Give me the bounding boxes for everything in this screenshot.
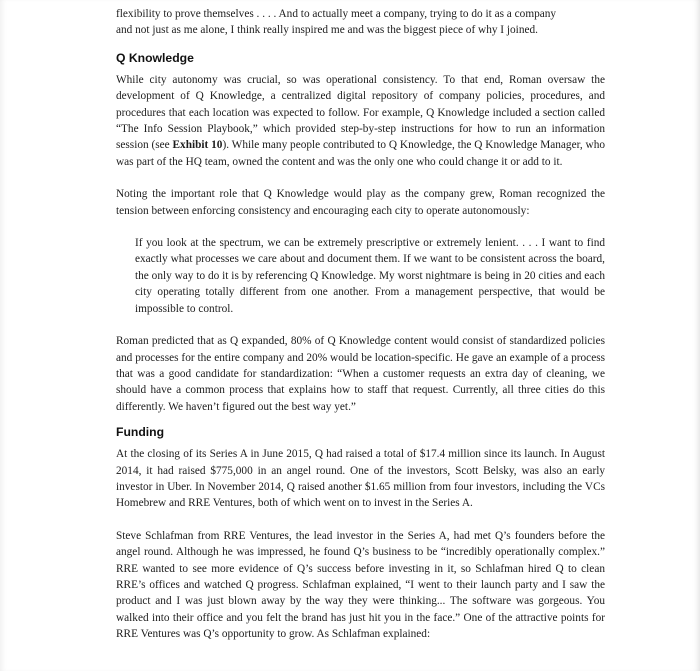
- q-knowledge-paragraph-1-start: While city autonomy was crucial, so was operational consistency. To that end, Roman oversaw the development of Q Knowledge, a centralized digital repository of company policies, procedures, and procedures that each location was expected to follow. For example, Q Knowledge included a section called “The Info Session Playbook,” which provided step-by-step instructions for how to run an information session (see: [116, 73, 605, 152]
- text-column: [116, 6, 605, 643]
- roman-quote: If you look at the spectrum, we can be extremely prescriptive or extremely lenient. . . . I want to find exactly what processes we care about and document them. If we want to be consistent across the board, the only way to do it is by referencing Q Knowledge. My worst nightmare is being in 20 cities and each city operating totally different from one another. From a management perspective, that would be impossible to control.: [135, 237, 605, 315]
- funding-paragraph-2: Steve Schlafman from RRE Ventures, the lead investor in the Series A, had met Q’s founders before the angel round. Although he was impressed, he found Q’s business to be “incredibly operationally complex.” RRE wanted to see more evidence of Q’s success before investing in it, so Schlafman hired Q to clean RRE’s offices and watched Q progress. Schlafman explained, “I went to their launch party and I saw the product and I was just blown away by the way they were thinking... The software was gorgeous. You walked into their office and you felt the brand has just hit you in the face.” One of the attractive points for RRE Ventures was Q’s opportunity to grow. As Schlafman explained:: [116, 529, 605, 641]
- q-knowledge-paragraph-3: Roman predicted that as Q expanded, 80% of Q Knowledge content would consist of standardized policies and processes for the entire company and 20% would be location-specific. He gave an example of a process that was a good candidate for standardization: “When a customer requests an extra day of cleaning, we should have a common process that explains how to staff that request. Currently, all three cities do this differently. We haven’t figured out the best way yet.”: [116, 335, 605, 413]
- intro-line-1: flexibility to prove themselves . . . . And to actually meet a company, trying to do it as a company: [116, 8, 557, 20]
- exhibit-reference: Exhibit 10: [172, 139, 223, 152]
- q-knowledge-paragraph-1-end: ). While many people contributed to Q Knowledge, the Q Knowledge Manager, who was part of the HQ team, owned the content and was the only one who could change it or add to it.: [116, 139, 606, 168]
- q-knowledge-paragraph-1: [116, 72, 605, 170]
- intro-line-2: and not just as me alone, I think really inspired me and was the biggest piece of why I joined.: [116, 24, 538, 37]
- q-knowledge-paragraph-2: Noting the important role that Q Knowledge would play as the company grew, Roman recognized the tension between enforcing consistency and encouraging each city to operate autonomously:: [116, 188, 605, 217]
- q-knowledge-heading: Q Knowledge: [116, 50, 194, 65]
- funding-heading: Funding: [116, 425, 165, 440]
- intro-paragraph: [116, 6, 605, 39]
- funding-paragraph-1: At the closing of its Series A in June 2015, Q had raised a total of $17.4 million since its launch. In August 2014, it had raised $775,000 in an angel round. One of the investors, Scott Belsky, was also an early investor in Uber. In November 2014, Q raised another $1.65 million from four investors, including the VCs Homebrew and RRE Ventures, both of which went on to invest in the Series A.: [116, 448, 605, 510]
